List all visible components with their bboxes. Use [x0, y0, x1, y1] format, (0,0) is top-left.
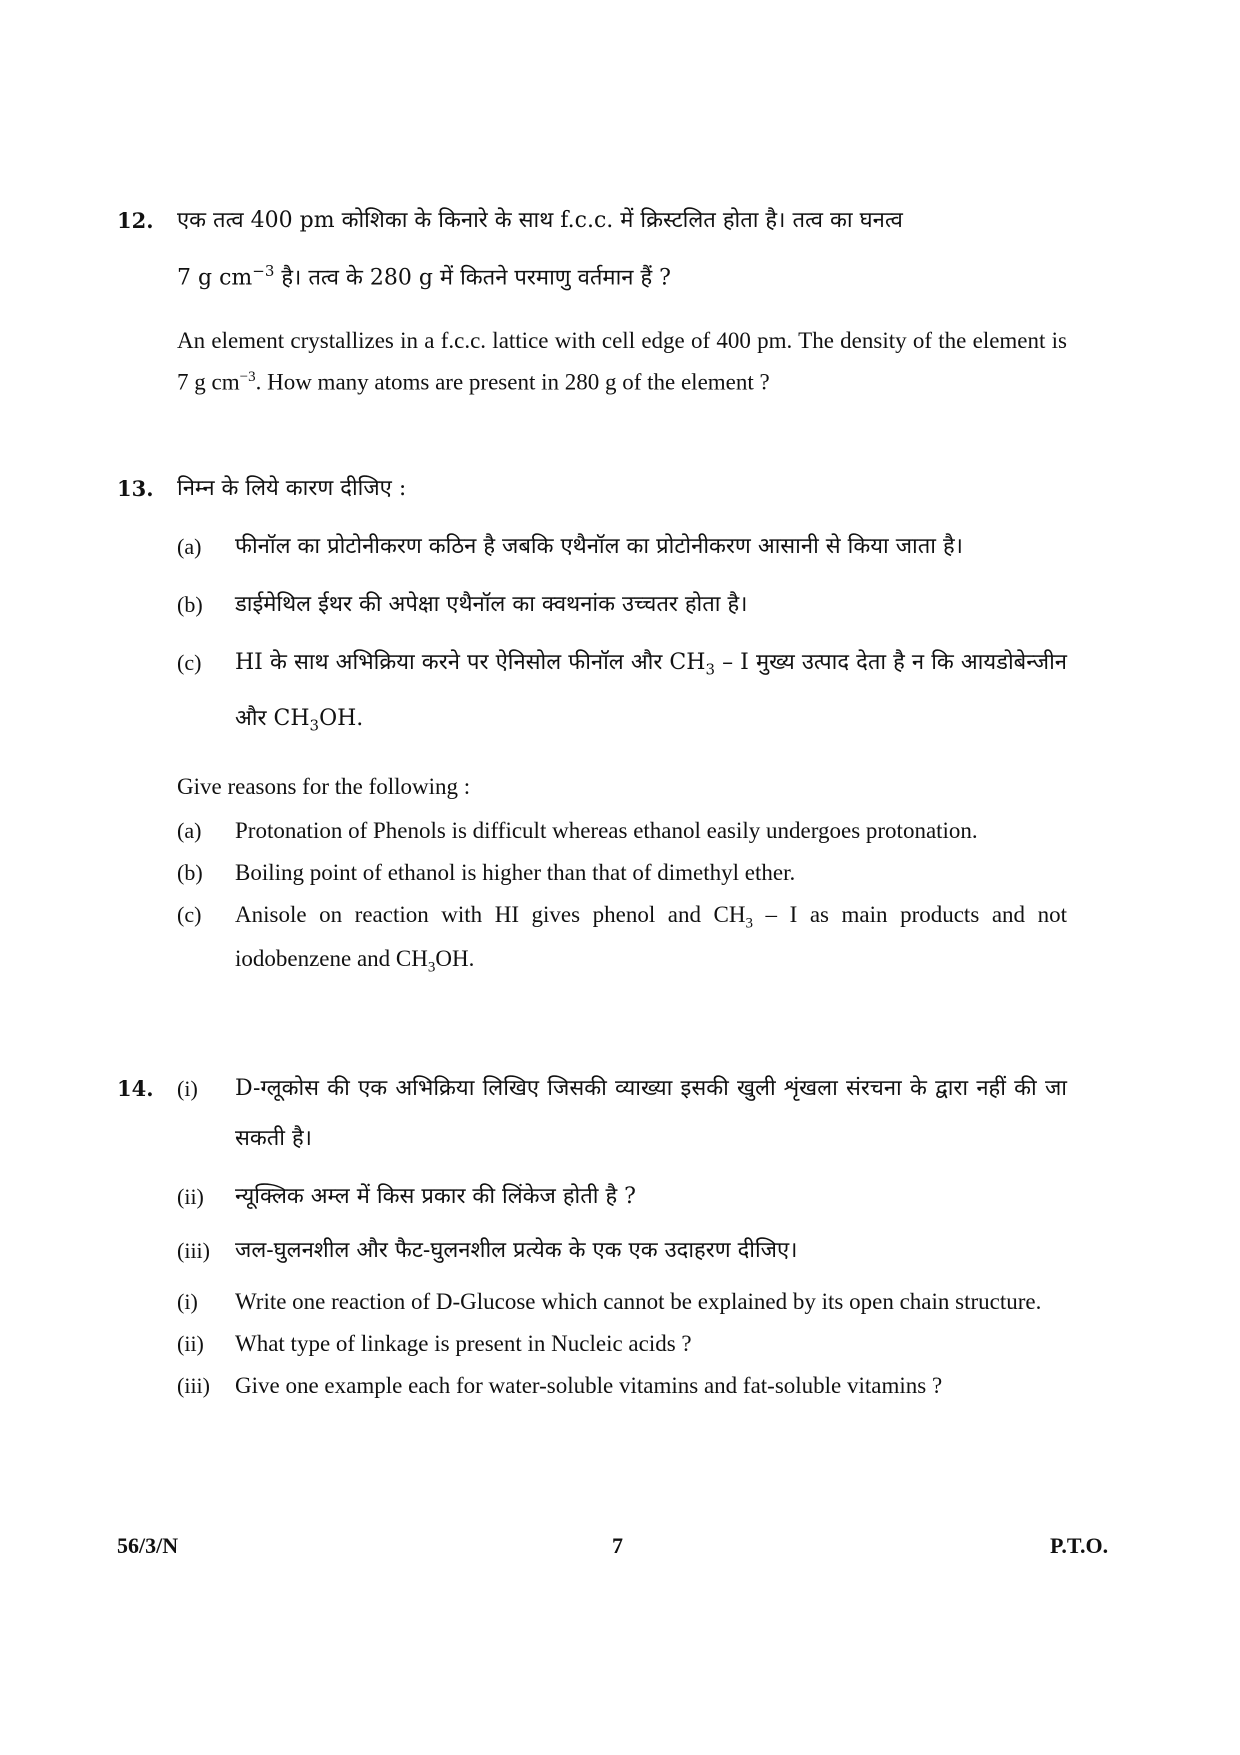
question-title-english: Give reasons for the following : [177, 773, 471, 799]
please-turn-over: P.T.O. [1050, 1533, 1109, 1558]
page-number: 7 [612, 1533, 623, 1558]
question-13 [117, 464, 1067, 986]
part-b-hindi: (b) डाईमेथिल ईथर की अपेक्षा एथैनॉल का क्वथनांक उच्चतर होता है। [177, 592, 748, 617]
question-12 [117, 196, 1067, 401]
part-c-hindi: (c) HI के साथ अभिक्रिया करने पर ऐनिसोल फीनॉल और $CH_3$ – I मुख्य उत्पाद देता है न कि आयडोबेन्जीन और $CH_3OH$. [177, 650, 1067, 735]
question-text-hindi: एक तत्व 400 pm कोशिका के किनारे के साथ f.c.c. में क्रिस्टलित होता है। तत्व का घनत्व 7 g $cm^{-3}$ है। तत्व के 280 g में कितने परमाणु वर्तमान हैं ? [177, 208, 903, 291]
question-text-english: An element crystallizes in a f.c.c. lattice with cell edge of 400 pm. The density of the element is 7 g $cm^{-3}$. How many atoms are present in 280 g of the element ? [177, 328, 1067, 395]
question-title-hindi: निम्न के लिये कारण दीजिए : [177, 476, 407, 501]
part-ii-hindi: (ii) न्यूक्लिक अम्ल में किस प्रकार की लिंकेज होती है ? [177, 1184, 636, 1209]
question-14 [117, 1064, 1067, 1404]
paper-code: 56/3/N [117, 1533, 179, 1558]
part-a-english: (a) Protonation of Phenols is difficult whereas ethanol easily undergoes protonation. [177, 817, 978, 843]
part-a-hindi: (a) फीनॉल का प्रोटोनीकरण कठिन है जबकि एथैनॉल का प्रोटोनीकरण आसानी से किया जाता है। [177, 534, 963, 559]
question-number: 12. [117, 208, 154, 233]
part-i-english: (i) Write one reaction of D-Glucose which cannot be explained by its open chain structure. [177, 1289, 1042, 1314]
part-iii-english: (iii) Give one example each for water-soluble vitamins and fat-soluble vitamins ? [177, 1373, 943, 1398]
part-iii-hindi: (iii) जल-घुलनशील और फैट-घुलनशील प्रत्येक के एक एक उदाहरण दीजिए। [177, 1238, 798, 1263]
part-c-english: (c) Anisole on reaction with HI gives phenol and $CH_3$ – I as main products and not iodobenzene and $CH_3OH$. [177, 901, 1067, 976]
part-ii-english: (ii) What type of linkage is present in Nucleic acids ? [177, 1331, 692, 1356]
part-b-english: (b) Boiling point of ethanol is higher than that of dimethyl ether. [177, 859, 796, 885]
question-number: 14. [117, 1076, 154, 1101]
question-number: 13. [117, 476, 154, 501]
part-i-hindi: (i) D-ग्लूकोस की एक अभिक्रिया लिखिए जिसकी व्याख्या इसकी खुली शृंखला संरचना के द्वारा नहीं की जा सकती है। [177, 1076, 1067, 1151]
